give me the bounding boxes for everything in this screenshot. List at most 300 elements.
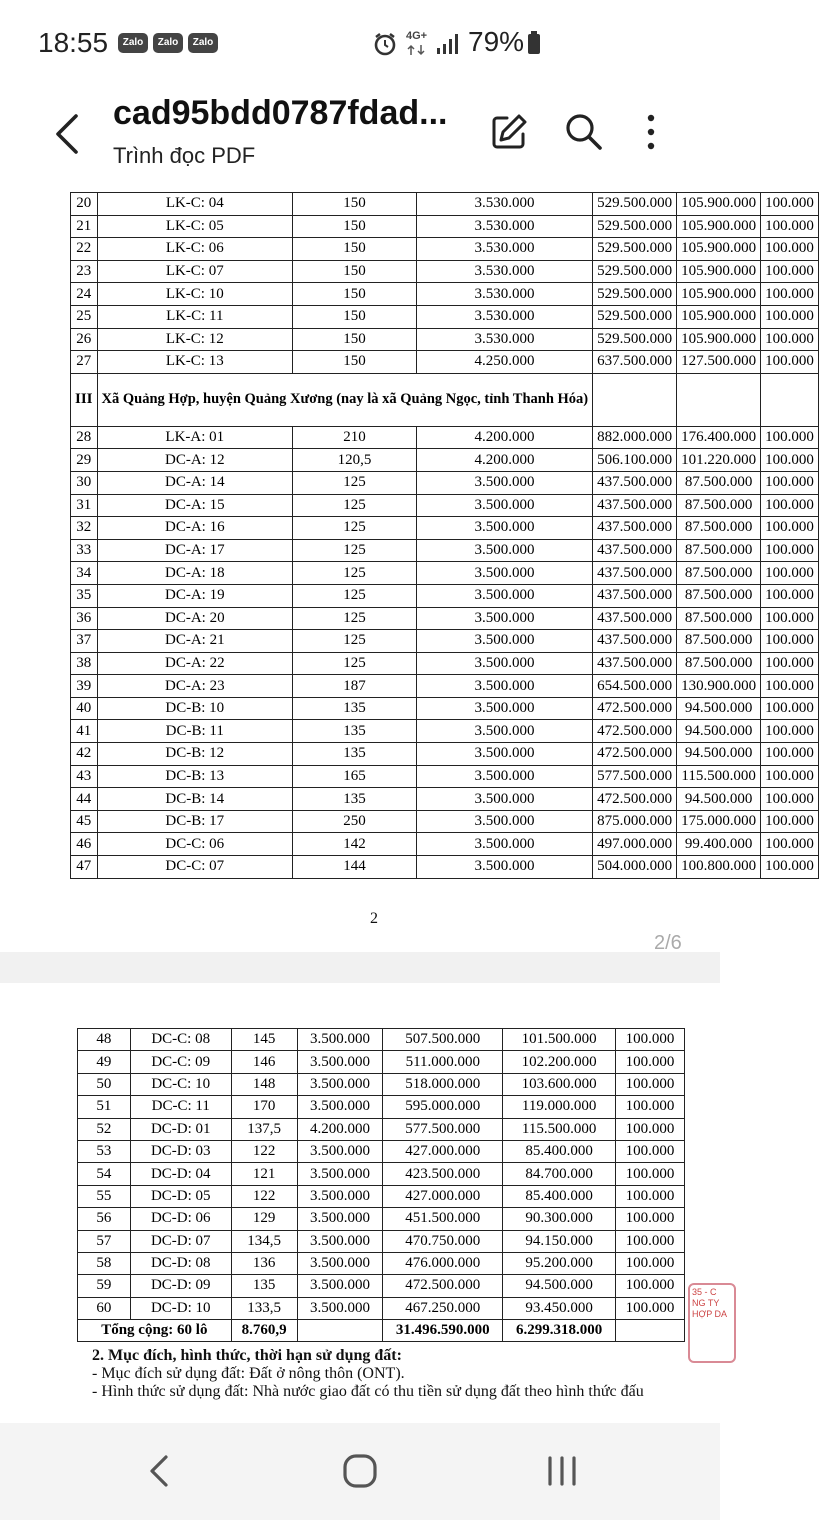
table-cell: 100.000	[761, 562, 819, 585]
table-cell: 135	[293, 697, 417, 720]
table-cell: 3.500.000	[416, 630, 592, 653]
table-cell: 577.500.000	[383, 1118, 503, 1140]
table-cell: 52	[78, 1118, 131, 1140]
page-counter: 2/6	[654, 932, 682, 954]
table-cell: 3.500.000	[416, 856, 592, 879]
battery-icon	[527, 31, 541, 55]
table-cell: 21	[71, 215, 98, 238]
document-title: cad95bdd0787fdad...	[113, 94, 448, 132]
table-cell: 595.000.000	[383, 1096, 503, 1118]
app-subtitle: Trình đọc PDF	[113, 143, 256, 168]
table-cell: 135	[293, 788, 417, 811]
table-cell: 3.530.000	[416, 238, 592, 261]
table-cell: LK-C: 10	[97, 283, 293, 306]
table-cell: 3.530.000	[416, 328, 592, 351]
table-cell: 100.000	[616, 1252, 685, 1274]
table-row	[71, 283, 819, 306]
table-cell: 48	[78, 1029, 131, 1051]
table-row	[71, 720, 819, 743]
table-cell: DC-D: 09	[130, 1275, 231, 1297]
table-cell: 3.500.000	[416, 607, 592, 630]
table-cell: 529.500.000	[593, 238, 677, 261]
table-row	[78, 1163, 685, 1185]
table-cell: LK-C: 05	[97, 215, 293, 238]
table-cell: 476.000.000	[383, 1252, 503, 1274]
table-cell: 3.500.000	[416, 833, 592, 856]
table-cell: 24	[71, 283, 98, 306]
table-row	[78, 1073, 685, 1095]
table-cell: 122	[231, 1140, 297, 1162]
table-cell: 100.000	[761, 517, 819, 540]
table-row	[78, 1051, 685, 1073]
table-cell: 125	[293, 539, 417, 562]
table-cell: 3.500.000	[297, 1252, 383, 1274]
table-row	[78, 1252, 685, 1274]
battery-percent: 79%	[468, 26, 525, 57]
table-cell: 37	[71, 630, 98, 653]
table-cell: 33	[71, 539, 98, 562]
table-cell: 3.500.000	[297, 1073, 383, 1095]
table-cell: 437.500.000	[593, 652, 677, 675]
network-type: 4G+	[406, 30, 428, 42]
table-cell: 145	[231, 1029, 297, 1051]
table-cell: 100.000	[761, 584, 819, 607]
table-cell: 121	[231, 1163, 297, 1185]
more-options-icon[interactable]	[629, 110, 673, 154]
table-cell: 3.500.000	[297, 1051, 383, 1073]
table-row	[71, 193, 819, 216]
table-cell: 44	[71, 788, 98, 811]
table-cell: 22	[71, 238, 98, 261]
table-cell: DC-A: 16	[97, 517, 293, 540]
table-cell: 100.000	[616, 1029, 685, 1051]
table-cell: 3.500.000	[297, 1185, 383, 1207]
table-cell: 170	[231, 1096, 297, 1118]
table-cell: 497.000.000	[593, 833, 677, 856]
table-row	[71, 494, 819, 517]
table-cell: 427.000.000	[383, 1140, 503, 1162]
table-cell: 120,5	[293, 449, 417, 472]
table-cell: 506.100.000	[593, 449, 677, 472]
table-cell: 3.500.000	[416, 517, 592, 540]
table-cell: 150	[293, 215, 417, 238]
table-cell: 119.000.000	[503, 1096, 616, 1118]
table-cell: 637.500.000	[593, 351, 677, 374]
table-cell: 57	[78, 1230, 131, 1252]
table-cell: 100.000	[761, 449, 819, 472]
table-cell: 100.000	[616, 1096, 685, 1118]
table-row	[78, 1029, 685, 1051]
table-cell: 90.300.000	[503, 1208, 616, 1230]
table-cell: 87.500.000	[677, 630, 761, 653]
table-cell: 105.900.000	[677, 193, 761, 216]
table-cell: 3.530.000	[416, 215, 592, 238]
table-cell: 3.530.000	[416, 283, 592, 306]
table-cell: 100.000	[616, 1118, 685, 1140]
table-cell: 85.400.000	[503, 1140, 616, 1162]
table-cell: DC-B: 10	[97, 697, 293, 720]
total-area: 8.760,9	[231, 1320, 297, 1342]
lot-table	[77, 1028, 685, 1342]
table-cell: 3.500.000	[416, 697, 592, 720]
search-icon[interactable]	[562, 110, 606, 154]
table-cell: 529.500.000	[593, 260, 677, 283]
table-cell: 84.700.000	[503, 1163, 616, 1185]
table-cell: 437.500.000	[593, 584, 677, 607]
table-row	[78, 1118, 685, 1140]
table-cell: 135	[293, 720, 417, 743]
table-cell: 3.530.000	[416, 193, 592, 216]
table-row	[71, 765, 819, 788]
table-cell: 427.000.000	[383, 1185, 503, 1207]
company-stamp: 35 - C NG TY HỢP DA	[688, 1283, 736, 1363]
table-cell: 101.500.000	[503, 1029, 616, 1051]
table-cell: 125	[293, 494, 417, 517]
table-cell: DC-C: 06	[97, 833, 293, 856]
table-cell: 437.500.000	[593, 562, 677, 585]
table-cell: 165	[293, 765, 417, 788]
table-cell: 134,5	[231, 1230, 297, 1252]
table-row	[71, 305, 819, 328]
table-cell: DC-C: 07	[97, 856, 293, 879]
table-cell: 87.500.000	[677, 517, 761, 540]
table-cell: 102.200.000	[503, 1051, 616, 1073]
back-arrow-icon[interactable]	[50, 110, 86, 158]
table-cell: 50	[78, 1073, 131, 1095]
table-cell: 135	[231, 1275, 297, 1297]
table-row	[71, 810, 819, 833]
table-cell: 100.800.000	[677, 856, 761, 879]
clock: 18:55	[38, 27, 109, 58]
table-row	[71, 449, 819, 472]
table-cell: 103.600.000	[503, 1073, 616, 1095]
table-cell: 437.500.000	[593, 607, 677, 630]
table-cell: 125	[293, 471, 417, 494]
table-cell: 150	[293, 351, 417, 374]
nav-back-icon[interactable]	[140, 1451, 180, 1491]
table-cell: 87.500.000	[677, 539, 761, 562]
table-cell: 58	[78, 1252, 131, 1274]
table-cell: 3.500.000	[416, 788, 592, 811]
table-cell: 250	[293, 810, 417, 833]
table-cell: 85.400.000	[503, 1185, 616, 1207]
table-cell: 150	[293, 193, 417, 216]
table-cell: 472.500.000	[593, 743, 677, 766]
table-cell: 437.500.000	[593, 539, 677, 562]
table-cell: 93.450.000	[503, 1297, 616, 1319]
table-cell: 122	[231, 1185, 297, 1207]
table-cell: 511.000.000	[383, 1051, 503, 1073]
table-cell: 87.500.000	[677, 494, 761, 517]
table-cell: 472.500.000	[593, 788, 677, 811]
table-cell: DC-D: 10	[130, 1297, 231, 1319]
table-cell: DC-B: 14	[97, 788, 293, 811]
navigation-bar	[0, 1423, 720, 1520]
table-cell: 100.000	[761, 743, 819, 766]
table-cell: 94.500.000	[503, 1275, 616, 1297]
table-cell: 3.500.000	[297, 1208, 383, 1230]
table-cell: 150	[293, 305, 417, 328]
table-row	[71, 584, 819, 607]
status-bar	[0, 0, 720, 86]
table-cell: 36	[71, 607, 98, 630]
table-cell: 472.500.000	[593, 697, 677, 720]
edit-icon[interactable]	[487, 110, 531, 154]
table-cell: 100.000	[761, 351, 819, 374]
table-cell: DC-D: 04	[130, 1163, 231, 1185]
table-cell: 529.500.000	[593, 305, 677, 328]
section-name: Xã Quảng Hợp, huyện Quảng Xương (nay là xã Quảng Ngọc, tỉnh Thanh Hóa)	[97, 373, 593, 426]
paragraph-line: - Mục đích sử dụng đất: Đất ở nông thôn (ONT).	[92, 1365, 405, 1382]
table-cell: 150	[293, 238, 417, 261]
table-cell: 23	[71, 260, 98, 283]
table-cell: 125	[293, 630, 417, 653]
table-cell: DC-A: 20	[97, 607, 293, 630]
table-cell: 28	[71, 426, 98, 449]
table-cell: 53	[78, 1140, 131, 1162]
table-cell: 100.000	[616, 1208, 685, 1230]
table-cell: 504.000.000	[593, 856, 677, 879]
table-cell: 105.900.000	[677, 215, 761, 238]
table-cell: 100.000	[761, 215, 819, 238]
table-cell: 43	[71, 765, 98, 788]
table-cell: 54	[78, 1163, 131, 1185]
table-row	[78, 1185, 685, 1207]
table-cell: 100.000	[761, 697, 819, 720]
table-cell: 94.150.000	[503, 1230, 616, 1252]
total-label: Tổng cộng: 60 lô	[78, 1320, 232, 1342]
table-cell: 100.000	[761, 260, 819, 283]
table-row	[71, 215, 819, 238]
table-cell: 100.000	[761, 193, 819, 216]
table-cell: 100.000	[761, 305, 819, 328]
table-cell: 105.900.000	[677, 328, 761, 351]
nav-home-icon[interactable]	[340, 1451, 380, 1491]
table-cell: 31	[71, 494, 98, 517]
table-cell: 577.500.000	[593, 765, 677, 788]
nav-recent-apps-icon[interactable]	[542, 1451, 582, 1491]
table-cell: 3.500.000	[297, 1163, 383, 1185]
pdf-page	[0, 983, 728, 1423]
table-cell: 3.500.000	[416, 584, 592, 607]
zalo-notification-icon: Zalo	[118, 33, 148, 53]
table-cell: 42	[71, 743, 98, 766]
table-cell: 100.000	[761, 539, 819, 562]
table-cell: DC-B: 12	[97, 743, 293, 766]
table-cell: 3.500.000	[416, 539, 592, 562]
table-cell: 125	[293, 607, 417, 630]
table-cell: DC-A: 19	[97, 584, 293, 607]
zalo-notification-icon: Zalo	[188, 33, 218, 53]
paragraph-line: - Hình thức sử dụng đất: Nhà nước giao đất có thu tiền sử dụng đất theo hình thức đấu	[92, 1383, 644, 1400]
table-cell: 20	[71, 193, 98, 216]
table-cell: 437.500.000	[593, 630, 677, 653]
table-cell: 100.000	[616, 1230, 685, 1252]
table-cell: 125	[293, 517, 417, 540]
table-cell: 100.000	[761, 283, 819, 306]
table-cell: 187	[293, 675, 417, 698]
table-cell: DC-A: 21	[97, 630, 293, 653]
table-cell: 4.200.000	[297, 1118, 383, 1140]
table-cell: 35	[71, 584, 98, 607]
table-cell: 105.900.000	[677, 260, 761, 283]
table-cell: 100.000	[761, 788, 819, 811]
table-cell: 529.500.000	[593, 328, 677, 351]
table-cell: DC-D: 07	[130, 1230, 231, 1252]
table-row	[71, 238, 819, 261]
table-cell: 87.500.000	[677, 607, 761, 630]
table-cell: 3.500.000	[416, 720, 592, 743]
table-cell: 137,5	[231, 1118, 297, 1140]
table-cell: 125	[293, 584, 417, 607]
table-row	[71, 351, 819, 374]
table-row	[71, 562, 819, 585]
table-cell: DC-A: 23	[97, 675, 293, 698]
pdf-page	[0, 190, 814, 954]
table-row	[78, 1275, 685, 1297]
table-cell: 150	[293, 260, 417, 283]
table-cell: 437.500.000	[593, 517, 677, 540]
table-cell: 87.500.000	[677, 584, 761, 607]
table-row	[71, 607, 819, 630]
table-cell: 100.000	[616, 1163, 685, 1185]
table-cell: 87.500.000	[677, 652, 761, 675]
table-cell: 94.500.000	[677, 697, 761, 720]
table-cell: DC-A: 12	[97, 449, 293, 472]
table-row	[71, 833, 819, 856]
table-cell: 100.000	[616, 1073, 685, 1095]
table-cell: DC-B: 11	[97, 720, 293, 743]
table-cell: 4.250.000	[416, 351, 592, 374]
table-cell: 115.500.000	[677, 765, 761, 788]
table-cell: 95.200.000	[503, 1252, 616, 1274]
table-cell: 129	[231, 1208, 297, 1230]
table-cell: 133,5	[231, 1297, 297, 1319]
table-cell: 423.500.000	[383, 1163, 503, 1185]
table-cell: 100.000	[761, 494, 819, 517]
table-cell: 176.400.000	[677, 426, 761, 449]
table-cell: 3.530.000	[416, 260, 592, 283]
table-cell: 100.000	[761, 630, 819, 653]
table-cell: 100.000	[761, 652, 819, 675]
table-cell: 472.500.000	[383, 1275, 503, 1297]
table-cell: 56	[78, 1208, 131, 1230]
table-cell: 49	[78, 1051, 131, 1073]
table-cell: 100.000	[761, 328, 819, 351]
table-cell: DC-A: 18	[97, 562, 293, 585]
table-cell: 507.500.000	[383, 1029, 503, 1051]
table-cell: 470.750.000	[383, 1230, 503, 1252]
table-row	[78, 1297, 685, 1319]
table-cell: 39	[71, 675, 98, 698]
table-cell: 142	[293, 833, 417, 856]
table-cell: 105.900.000	[677, 305, 761, 328]
table-cell: DC-D: 03	[130, 1140, 231, 1162]
table-cell: 115.500.000	[503, 1118, 616, 1140]
table-cell: 529.500.000	[593, 283, 677, 306]
table-cell: 87.500.000	[677, 471, 761, 494]
table-row	[71, 697, 819, 720]
table-cell: 148	[231, 1073, 297, 1095]
table-cell: 47	[71, 856, 98, 879]
table-cell: 3.500.000	[416, 562, 592, 585]
table-cell: DC-C: 11	[130, 1096, 231, 1118]
table-cell: 150	[293, 283, 417, 306]
table-cell: 3.500.000	[297, 1096, 383, 1118]
table-cell: 100.000	[761, 607, 819, 630]
table-cell: 3.500.000	[416, 743, 592, 766]
table-cell: 4.200.000	[416, 449, 592, 472]
table-cell: DC-D: 01	[130, 1118, 231, 1140]
table-cell: 4.200.000	[416, 426, 592, 449]
table-cell: LK-A: 01	[97, 426, 293, 449]
table-cell: 105.900.000	[677, 238, 761, 261]
table-cell: 3.500.000	[297, 1275, 383, 1297]
table-row	[78, 1230, 685, 1252]
table-cell: 3.500.000	[297, 1029, 383, 1051]
table-cell: 59	[78, 1275, 131, 1297]
table-cell: 529.500.000	[593, 215, 677, 238]
table-cell: DC-C: 08	[130, 1029, 231, 1051]
table-cell: LK-C: 11	[97, 305, 293, 328]
table-cell: LK-C: 06	[97, 238, 293, 261]
table-cell: 654.500.000	[593, 675, 677, 698]
table-cell: 144	[293, 856, 417, 879]
table-cell: DC-C: 10	[130, 1073, 231, 1095]
table-cell: DC-B: 13	[97, 765, 293, 788]
table-cell: 34	[71, 562, 98, 585]
table-cell: 437.500.000	[593, 471, 677, 494]
table-cell: 146	[231, 1051, 297, 1073]
total-deposit: 6.299.318.000	[503, 1320, 616, 1342]
table-row	[71, 630, 819, 653]
table-cell: 467.250.000	[383, 1297, 503, 1319]
section-code: III	[71, 373, 98, 426]
table-cell: 101.220.000	[677, 449, 761, 472]
signal-icon	[436, 33, 462, 55]
table-cell: 3.500.000	[416, 810, 592, 833]
table-cell: 100.000	[761, 426, 819, 449]
table-cell: 32	[71, 517, 98, 540]
table-cell: 100.000	[761, 675, 819, 698]
table-cell: 94.500.000	[677, 788, 761, 811]
table-cell: 100.000	[616, 1297, 685, 1319]
table-cell: 29	[71, 449, 98, 472]
total-value: 31.496.590.000	[383, 1320, 503, 1342]
app-bar	[0, 86, 720, 190]
alarm-icon	[372, 31, 398, 57]
table-cell: 451.500.000	[383, 1208, 503, 1230]
table-cell: 3.500.000	[297, 1140, 383, 1162]
table-cell: 882.000.000	[593, 426, 677, 449]
table-cell: 130.900.000	[677, 675, 761, 698]
table-cell: 38	[71, 652, 98, 675]
table-cell: DC-A: 14	[97, 471, 293, 494]
table-cell: 100.000	[616, 1140, 685, 1162]
table-cell: LK-C: 07	[97, 260, 293, 283]
table-cell: 3.500.000	[416, 765, 592, 788]
table-cell: 3.500.000	[416, 494, 592, 517]
zalo-notification-icon: Zalo	[153, 33, 183, 53]
table-cell: 135	[293, 743, 417, 766]
table-cell: 150	[293, 328, 417, 351]
table-cell: DC-B: 17	[97, 810, 293, 833]
table-cell: 100.000	[761, 765, 819, 788]
table-row	[71, 788, 819, 811]
table-row	[78, 1096, 685, 1118]
table-cell: 100.000	[761, 833, 819, 856]
table-cell: DC-D: 05	[130, 1185, 231, 1207]
